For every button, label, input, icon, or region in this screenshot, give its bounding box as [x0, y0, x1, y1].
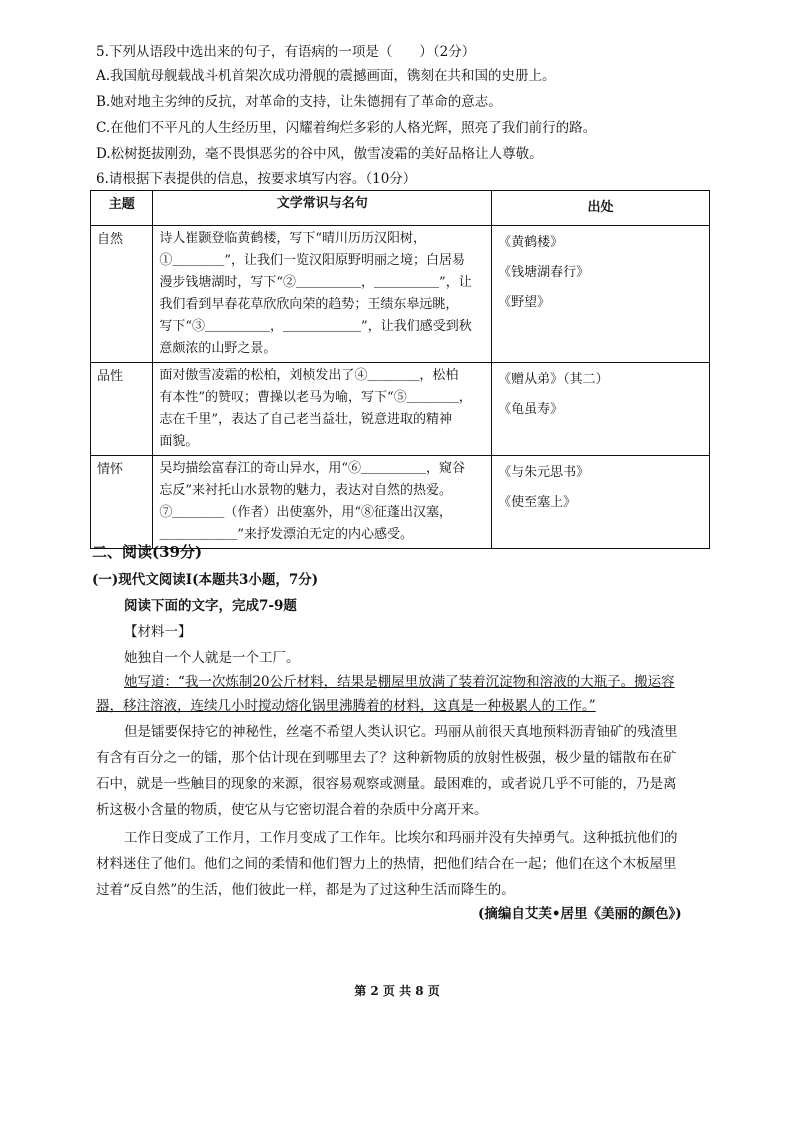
content-line: ⑦＿＿＿＿（作者）出使塞外，用“⑧征蓬出汉塞， — [159, 505, 453, 520]
section-subtitle: (一)现代文阅读Ⅰ(本题共3小题，7分) — [92, 572, 319, 588]
paragraph-4-line-2: 材料迷住了他们。他们之间的柔情和他们智力上的热情，把他们结合在一起；他们在这个木板屋里 — [96, 856, 677, 872]
q6-table — [90, 190, 710, 549]
row-theme: 品性 — [91, 363, 153, 456]
paragraph-3-line-2: 有含有百分之一的镭，那个估计现在到哪里去了？这种新物质的放射性极强，极少量的镭散布在矿 — [96, 750, 677, 766]
content-line: 忘反”来衬托山水景物的魅力，表达对自然的热爱。 — [159, 483, 453, 498]
table-row — [91, 456, 710, 549]
table-header-row — [91, 191, 710, 226]
paragraph-2-line-2: 器，移注溶液，连续几小时搅动熔化锅里沸腾着的材料，这真是一种极累人的工作。” — [96, 698, 596, 714]
table-row — [91, 226, 710, 363]
content-line: 我们看到早春花草欣欣向荣的趋势；王绩东皋远眺， — [159, 297, 459, 312]
row-sources — [492, 456, 710, 549]
q5-option-d: D.松树挺拔刚劲，毫不畏惧恶劣的谷中风，傲雪凌霜的美好品格让人尊敬。 — [96, 146, 543, 162]
content-line: 面貌。 — [159, 434, 199, 449]
q5-option-b: B.她对地主劣绅的反抗，对革命的支持，让朱德拥有了革命的意志。 — [96, 94, 502, 110]
content-line: 志在千里”，表达了自己老当益壮，锐意进取的精神 — [159, 412, 453, 427]
source-item: 《黄鹤楼》 — [498, 235, 564, 250]
q6-stem: 6.请根据下表提供的信息，按要求填写内容。（10分） — [96, 171, 417, 187]
q5-option-c: C.在他们不平凡的人生经历里，闪耀着绚烂多彩的人格光辉，照亮了我们前行的路。 — [96, 120, 597, 136]
source-item: 《野望》 — [498, 295, 551, 310]
row-content — [153, 456, 492, 549]
material-label: 【材料一】 — [124, 624, 192, 640]
q5-option-a: A.我国航母舰载战斗机首架次成功滑舰的震撼画面，镌刻在共和国的史册上。 — [96, 68, 556, 84]
content-line: 意颇浓的山野之景。 — [159, 341, 277, 356]
header-theme: 主题 — [91, 191, 153, 226]
source-item: 《使至塞上》 — [498, 495, 577, 510]
content-line: 诗人崔颢登临黄鹤楼，写下“晴川历历汉阳树， — [159, 231, 427, 246]
source-item: 《钱塘湖春行》 — [498, 265, 590, 280]
paragraph-1: 她独自一个人就是一个工厂。 — [124, 650, 300, 666]
source-citation: (摘编自艾芙•居里《美丽的颜色》) — [478, 906, 682, 922]
content-line: 漫步钱塘湖时，写下“②＿＿＿＿＿，＿＿＿＿＿”，让 — [159, 275, 472, 290]
section-title: 二、阅读(39分) — [92, 543, 203, 561]
content-line: 有本性”的赞叹；曹操以老马为喻，写下“⑤＿＿＿＿， — [159, 390, 472, 405]
row-sources — [492, 363, 710, 456]
paragraph-3-line-4: 析这极小含量的物质，使它从与它密切混合着的杂质中分离开来。 — [96, 802, 488, 818]
source-item: 《与朱元思书》 — [498, 465, 590, 480]
content-line: 面对傲雪凌霜的松柏，刘桢发出了④＿＿＿＿，松柏 — [159, 368, 459, 383]
row-content — [153, 363, 492, 456]
paragraph-4-line-1: 工作日变成了工作月，工作月变成了工作年。比埃尔和玛丽并没有失掉勇气。这种抵抗他们的 — [124, 830, 678, 846]
page-footer: 第 2 页 共 8 页 — [354, 984, 440, 998]
header-knowledge: 文学常识与名句 — [153, 191, 492, 226]
paragraph-3-line-1: 但是镭要保持它的神秘性，丝毫不希望人类认识它。玛丽从前很天真地预料沥青铀矿的残渣里 — [124, 724, 678, 740]
content-line: 吴均描绘富春江的奇山异水，用“⑥＿＿＿＿＿，窥谷 — [159, 461, 466, 476]
row-sources — [492, 226, 710, 363]
source-item: 《龟虽寿》 — [498, 402, 564, 417]
paragraph-3-line-3: 石中，就是一些触目的现象的来源，很容易观察或测量。最困难的，或者说几乎不可能的，乃是离 — [96, 776, 677, 792]
content-line: ＿＿＿＿＿＿”来抒发漂泊无定的内心感受。 — [159, 527, 414, 542]
content-line: ①＿＿＿＿”，让我们一览汉阳原野明丽之境；白居易 — [159, 253, 466, 268]
table-row — [91, 363, 710, 456]
header-source: 出处 — [492, 191, 710, 226]
row-theme: 自然 — [91, 226, 153, 363]
paragraph-4-line-3: 过着“反自然”的生活，他们彼此一样，都是为了过这种生活而降生的。 — [96, 882, 515, 898]
paragraph-2-line-1: 她写道：“我一次炼制20公斤材料，结果是棚屋里放满了装着沉淀物和溶液的大瓶子。搬运容 — [124, 674, 675, 690]
row-theme: 情怀 — [91, 456, 153, 549]
reading-instruction: 阅读下面的文字，完成7-9题 — [124, 598, 297, 614]
source-item: 《赠从弟》（其二） — [498, 372, 609, 387]
row-content — [153, 226, 492, 363]
q5-stem: 5.下列从语段中选出来的句子，有语病的一项是（ ）（2分） — [96, 44, 476, 60]
content-line: 写下“③＿＿＿＿＿，＿＿＿＿＿＿”，让我们感受到秋 — [159, 319, 472, 334]
